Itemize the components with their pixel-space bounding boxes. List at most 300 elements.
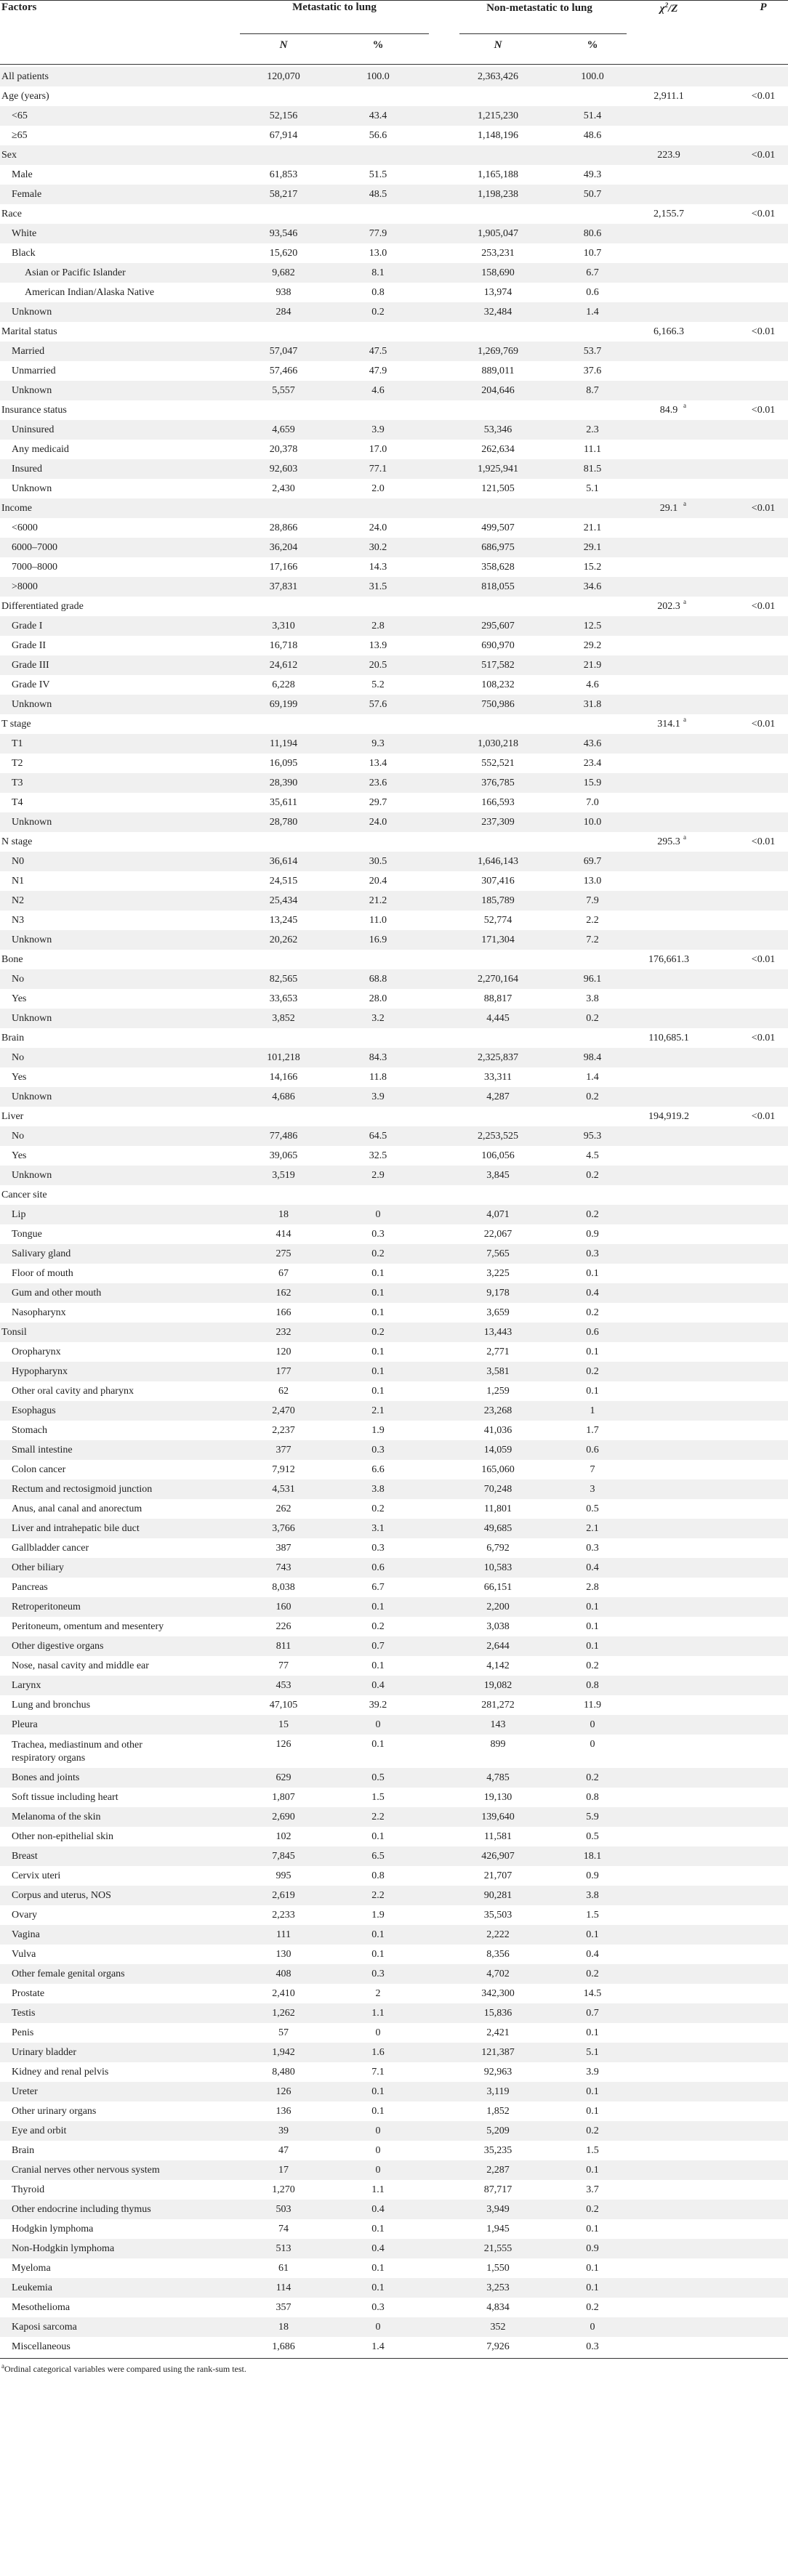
row-label: Married <box>12 346 45 357</box>
chi-value: 314.1 <box>657 719 680 730</box>
metastatic-n: 166 <box>276 1307 292 1318</box>
table-row <box>0 224 788 243</box>
metastatic-pct: 0.5 <box>371 1772 385 1783</box>
row-label: <6000 <box>12 522 38 533</box>
metastatic-n: 2,690 <box>272 1812 295 1822</box>
row-label: Ovary <box>12 1910 37 1921</box>
row-label: Sex <box>1 150 17 161</box>
metastatic-pct: 6.6 <box>371 1464 385 1475</box>
metastatic-pct: 0.3 <box>371 1969 385 1979</box>
metastatic-n: 7,845 <box>272 1851 295 1862</box>
table-row <box>0 1362 788 1381</box>
metastatic-n: 3,519 <box>272 1170 295 1181</box>
row-label: Other biliary <box>12 1562 64 1573</box>
metastatic-pct: 1.6 <box>371 2047 385 2058</box>
row-label: Penis <box>12 2027 34 2038</box>
non-metastatic-pct: 7 <box>590 1464 595 1475</box>
metastatic-pct: 7.1 <box>371 2067 385 2078</box>
row-label: Grade IV <box>12 679 50 690</box>
row-label: N0 <box>12 856 25 867</box>
row-label: All patients <box>1 71 49 82</box>
metastatic-pct: 1.1 <box>371 2184 385 2195</box>
chi-value: 2,155.7 <box>654 209 684 219</box>
metastatic-pct: 0.1 <box>371 1660 385 1671</box>
chi-superscript: a <box>683 833 686 841</box>
row-label: Cranial nerves other nervous system <box>12 2165 160 2176</box>
metastatic-pct: 2 <box>375 1988 381 1999</box>
non-metastatic-n: 10,583 <box>483 1562 512 1573</box>
row-label: Nose, nasal cavity and middle ear <box>12 1660 149 1671</box>
non-metastatic-pct: 0.5 <box>586 1503 599 1514</box>
chi-value: 84.9 <box>659 405 678 416</box>
metastatic-n: 28,866 <box>269 522 298 533</box>
non-metastatic-n: 13,974 <box>483 287 512 298</box>
metastatic-pct: 0.8 <box>371 1870 385 1881</box>
non-metastatic-pct: 0.9 <box>586 2243 599 2254</box>
table-row <box>0 1009 788 1028</box>
table-row <box>0 812 788 832</box>
non-metastatic-pct: 81.5 <box>583 464 602 475</box>
metastatic-n: 3,310 <box>272 621 295 631</box>
non-metastatic-pct: 0.1 <box>586 1268 599 1279</box>
metastatic-n: 1,807 <box>272 1792 295 1803</box>
table-row <box>0 243 788 263</box>
non-metastatic-n: 139,640 <box>481 1812 515 1822</box>
non-metastatic-pct: 7.9 <box>586 895 599 906</box>
metastatic-n: 77,486 <box>269 1131 298 1142</box>
table-row <box>0 106 788 126</box>
non-metastatic-n: 818,055 <box>481 581 515 592</box>
metastatic-pct: 20.4 <box>369 876 387 887</box>
non-metastatic-n: 1,269,769 <box>478 346 518 357</box>
non-metastatic-pct: 0.5 <box>586 1831 599 1842</box>
non-metastatic-n: 1,259 <box>486 1386 510 1397</box>
row-label: Unmarried <box>12 366 56 376</box>
metastatic-pct: 23.6 <box>369 778 387 788</box>
metastatic-n: 453 <box>276 1680 292 1691</box>
metastatic-n: 18 <box>278 2322 289 2333</box>
non-metastatic-n: 342,300 <box>481 1988 515 1999</box>
row-label <box>12 1739 142 1765</box>
non-metastatic-pct: 53.7 <box>583 346 602 357</box>
table-row <box>0 1886 788 1905</box>
non-metastatic-pct: 1.4 <box>586 1072 599 1083</box>
row-label: Pleura <box>12 1719 38 1730</box>
metastatic-n: 61,853 <box>269 169 298 180</box>
row-label: T3 <box>12 778 23 788</box>
metastatic-n: 39 <box>278 2125 289 2136</box>
table-row <box>0 2278 788 2298</box>
row-label: No <box>12 1131 25 1142</box>
non-metastatic-n: 2,363,426 <box>478 71 518 82</box>
non-metastatic-pct: 15.2 <box>583 562 602 573</box>
table-row <box>0 597 788 616</box>
non-metastatic-n: 889,011 <box>481 366 515 376</box>
non-metastatic-pct: 96.1 <box>583 974 602 985</box>
metastatic-pct: 0.2 <box>371 1503 385 1514</box>
table-row <box>0 145 788 165</box>
non-metastatic-pct: 0.2 <box>586 1307 599 1318</box>
row-label: T2 <box>12 758 23 769</box>
metastatic-pct: 0.3 <box>371 1445 385 1455</box>
table-row <box>0 989 788 1009</box>
table-row <box>0 2239 788 2258</box>
non-metastatic-n: 5,209 <box>486 2125 510 2136</box>
metastatic-n: 20,262 <box>269 934 298 945</box>
metastatic-n: 74 <box>278 2224 289 2234</box>
chi-value: 223.9 <box>657 150 680 161</box>
non-metastatic-pct: 0.1 <box>586 1386 599 1397</box>
table-row <box>0 361 788 381</box>
non-metastatic-pct: 0.1 <box>586 1602 599 1612</box>
non-metastatic-pct: 29.2 <box>583 640 602 651</box>
non-metastatic-pct: 0.1 <box>586 1929 599 1940</box>
row-label: Stomach <box>12 1425 47 1436</box>
metastatic-n: 102 <box>276 1831 292 1842</box>
non-metastatic-pct: 8.7 <box>586 385 599 396</box>
metastatic-pct: 0.1 <box>371 2263 385 2274</box>
metastatic-pct: 29.7 <box>369 797 387 808</box>
non-metastatic-pct: 0.4 <box>586 1949 599 1960</box>
non-metastatic-n: 1,905,047 <box>478 228 518 239</box>
metastatic-pct: 2.2 <box>371 1890 385 1901</box>
row-label: <65 <box>12 110 28 121</box>
table-row <box>0 1460 788 1479</box>
non-metastatic-pct: 0.2 <box>586 1013 599 1024</box>
metastatic-n: 15,620 <box>269 248 298 259</box>
metastatic-pct: 3.2 <box>371 1013 385 1024</box>
row-label: Insurance status <box>1 405 67 416</box>
non-metastatic-n: 552,521 <box>481 758 515 769</box>
row-label: Any medicaid <box>12 444 69 455</box>
metastatic-underline <box>240 33 429 34</box>
table-row <box>0 655 788 675</box>
metastatic-n: 938 <box>276 287 292 298</box>
table-row <box>0 126 788 145</box>
table-row <box>0 2160 788 2180</box>
p-value: <0.01 <box>751 1033 776 1043</box>
row-label: Urinary bladder <box>12 2047 77 2058</box>
non-metastatic-pct: 21.9 <box>583 660 602 671</box>
table-row <box>0 616 788 636</box>
metastatic-pct: 28.0 <box>369 993 387 1004</box>
row-label: Small intestine <box>12 1445 73 1455</box>
table-row <box>0 1866 788 1886</box>
row-label: Liver and intrahepatic bile duct <box>12 1523 140 1534</box>
metastatic-pct: 64.5 <box>369 1131 387 1142</box>
table-row <box>0 518 788 538</box>
non-metastatic-n: 358,628 <box>481 562 515 573</box>
chi-suffix: /Z <box>668 3 678 15</box>
table-row <box>0 1342 788 1362</box>
table-row <box>0 1984 788 2003</box>
non-metastatic-pct: 7.0 <box>586 797 599 808</box>
non-metastatic-pct: 0 <box>590 2322 595 2333</box>
non-metastatic-pct: 3.7 <box>586 2184 599 2195</box>
table-row <box>0 1538 788 1558</box>
non-metastatic-n: 121,387 <box>481 2047 515 2058</box>
non-metastatic-pct: 31.8 <box>583 699 602 710</box>
metastatic-pct: 0.4 <box>371 1680 385 1691</box>
metastatic-n: 20,378 <box>269 444 298 455</box>
table-row <box>0 1597 788 1617</box>
non-metastatic-n: 295,607 <box>481 621 515 631</box>
metastatic-pct: 0.1 <box>371 1602 385 1612</box>
table-row <box>0 2180 788 2200</box>
row-label: Other endocrine including thymus <box>12 2204 151 2215</box>
metastatic-pct: 9.3 <box>371 738 385 749</box>
non-metastatic-pct: 1.5 <box>586 1910 599 1921</box>
row-label: Differentiated grade <box>1 601 84 612</box>
non-metastatic-n: 35,235 <box>483 2145 512 2156</box>
non-metastatic-n: 4,785 <box>486 1772 510 1783</box>
chi-value: 295.3 <box>657 836 680 847</box>
metastatic-n: 1,270 <box>272 2184 295 2195</box>
non-metastatic-n: 1,198,238 <box>478 189 518 200</box>
metastatic-pct: 2.9 <box>371 1170 385 1181</box>
table-row <box>0 1905 788 1925</box>
non-metastatic-n: 1,550 <box>486 2263 510 2274</box>
table-row <box>0 381 788 400</box>
non-metastatic-pct: 37.6 <box>583 366 602 376</box>
row-label: Rectum and rectosigmoid junction <box>12 1484 153 1495</box>
non-metastatic-pct: 1.7 <box>586 1425 599 1436</box>
metastatic-n: 162 <box>276 1288 292 1299</box>
non-metastatic-n: 499,507 <box>481 522 515 533</box>
row-label: Anus, anal canal and anorectum <box>12 1503 142 1514</box>
metastatic-pct: 1.1 <box>371 2008 385 2019</box>
row-label: Pancreas <box>12 1582 48 1593</box>
table-row <box>0 204 788 224</box>
row-label: Lung and bronchus <box>12 1700 91 1711</box>
metastatic-n: 2,237 <box>272 1425 295 1436</box>
metastatic-n: 2,233 <box>272 1910 295 1921</box>
p-value: <0.01 <box>751 91 776 102</box>
metastatic-n: 57,047 <box>269 346 298 357</box>
table-row <box>0 1768 788 1788</box>
non-metastatic-pct: 50.7 <box>583 189 602 200</box>
non-metastatic-n: 352 <box>490 2322 506 2333</box>
non-metastatic-n: 185,789 <box>481 895 515 906</box>
metastatic-pct: 0.1 <box>371 1366 385 1377</box>
metastatic-n: 61 <box>278 2263 289 2274</box>
non-metastatic-pct: 1.4 <box>586 307 599 318</box>
non-metastatic-n: 6,792 <box>486 1543 510 1554</box>
table-row <box>0 2003 788 2023</box>
chi-value: 202.3 <box>657 601 680 612</box>
metastatic-n: 2,619 <box>272 1890 295 1901</box>
chi-value: 110,685.1 <box>648 1033 689 1043</box>
table-row <box>0 1695 788 1715</box>
metastatic-pct: 2.0 <box>371 483 385 494</box>
row-label: Yes <box>12 1150 27 1161</box>
row-label: Breast <box>12 1851 38 1862</box>
metastatic-pct: 5.2 <box>371 679 385 690</box>
metastatic-n: 4,686 <box>272 1091 295 1102</box>
metastatic-pct: 0 <box>375 2125 381 2136</box>
row-label: Nasopharynx <box>12 1307 66 1318</box>
metastatic-n: 743 <box>276 1562 292 1573</box>
metastatic-pct: 0.1 <box>371 1268 385 1279</box>
non-metastatic-n: 11,581 <box>484 1831 512 1842</box>
metastatic-pct: 0.1 <box>371 1831 385 1842</box>
p-value: <0.01 <box>751 150 776 161</box>
row-label: Female <box>12 189 42 200</box>
footnote-text: Ordinal categorical variables were compared using the rank-sum test. <box>4 2364 246 2374</box>
row-label: Yes <box>12 1072 27 1083</box>
non-metastatic-n: 281,272 <box>481 1700 515 1711</box>
non-metastatic-pct: 0.8 <box>586 1680 599 1691</box>
table-row <box>0 283 788 302</box>
non-metastatic-n: 2,200 <box>486 1602 510 1612</box>
metastatic-pct: 21.2 <box>369 895 387 906</box>
non-metastatic-n: 33,311 <box>484 1072 512 1083</box>
metastatic-pct: 3.8 <box>371 1484 385 1495</box>
table-row <box>0 440 788 459</box>
row-label: American Indian/Alaska Native <box>25 287 155 298</box>
chi-superscript: a <box>683 500 686 507</box>
row-label: Grade II <box>12 640 47 651</box>
table-row <box>0 950 788 969</box>
non-metastatic-n: 2,253,525 <box>478 1131 518 1142</box>
non-metastatic-pct: 3.8 <box>586 1890 599 1901</box>
non-metastatic-n: 2,771 <box>486 1346 510 1357</box>
row-label: Leukemia <box>12 2282 52 2293</box>
non-metastatic-pct: 23.4 <box>583 758 602 769</box>
metastatic-n: 111 <box>276 1929 291 1940</box>
table-row <box>0 1126 788 1146</box>
metastatic-pct: 1.5 <box>371 1792 385 1803</box>
metastatic-pct: 43.4 <box>369 110 387 121</box>
table-row <box>0 1421 788 1440</box>
non-metastatic-pct: 5.1 <box>586 483 599 494</box>
non-metastatic-pct: 2.8 <box>586 1582 599 1593</box>
metastatic-pct: 20.5 <box>369 660 387 671</box>
metastatic-pct: 0.1 <box>371 1346 385 1357</box>
row-label: Testis <box>12 2008 36 2019</box>
non-metastatic-pct: 0.1 <box>586 2263 599 2274</box>
row-label: >8000 <box>12 581 38 592</box>
non-metastatic-pct: 0.2 <box>586 1091 599 1102</box>
metastatic-pct: 2.2 <box>371 1812 385 1822</box>
table-row <box>0 1185 788 1205</box>
table-row <box>0 911 788 930</box>
metastatic-n: 1,262 <box>272 2008 295 2019</box>
non-metastatic-n: 90,281 <box>483 1890 512 1901</box>
row-label: Esophagus <box>12 1405 56 1416</box>
metastatic-n: 160 <box>276 1602 292 1612</box>
table-row <box>0 2141 788 2160</box>
non-metastatic-n: 52,774 <box>483 915 512 926</box>
table-row <box>0 1205 788 1224</box>
metastatic-pct: 1.4 <box>371 2341 385 2352</box>
metastatic-pct: 6.7 <box>371 1582 385 1593</box>
metastatic-pct: 77.1 <box>369 464 387 475</box>
metastatic-pct: 14.3 <box>369 562 387 573</box>
metastatic-n: 5,557 <box>272 385 295 396</box>
metastatic-pct: 11.8 <box>369 1072 387 1083</box>
non-metastatic-n: 87,717 <box>483 2184 512 2195</box>
non-metastatic-pct: 0.2 <box>586 1969 599 1979</box>
metastatic-n: 24,612 <box>269 660 298 671</box>
table-row <box>0 185 788 204</box>
non-metastatic-pct: 7.2 <box>586 934 599 945</box>
metastatic-pct: 0.1 <box>371 2224 385 2234</box>
metastatic-pct: 4.6 <box>371 385 385 396</box>
row-label: Retroperitoneum <box>12 1602 81 1612</box>
metastatic-n: 13,245 <box>269 915 298 926</box>
non-metastatic-pct: 1 <box>590 1405 595 1416</box>
row-label: Other urinary organs <box>12 2106 97 2117</box>
non-metastatic-n: 4,834 <box>486 2302 510 2313</box>
metastatic-pct: 2.1 <box>371 1405 385 1416</box>
non-metastatic-n: 3,659 <box>486 1307 510 1318</box>
metastatic-n: 4,659 <box>272 424 295 435</box>
non-metastatic-n: 4,702 <box>486 1969 510 1979</box>
metastatic-n: 35,611 <box>270 797 297 808</box>
header-nm-pct: % <box>587 39 598 51</box>
row-label: Race <box>1 209 22 219</box>
table-row <box>0 793 788 812</box>
row-label: Insured <box>12 464 42 475</box>
table-row <box>0 636 788 655</box>
table-row <box>0 538 788 557</box>
non-metastatic-n: 53,346 <box>483 424 512 435</box>
row-label: Unknown <box>12 1170 52 1181</box>
metastatic-n: 92,603 <box>269 464 298 475</box>
non-metastatic-pct: 0.3 <box>586 1248 599 1259</box>
non-metastatic-pct: 12.5 <box>583 621 602 631</box>
table-row <box>0 1479 788 1499</box>
row-label: Other oral cavity and pharynx <box>12 1386 134 1397</box>
metastatic-pct: 84.3 <box>369 1052 387 1063</box>
row-label: T stage <box>1 719 31 730</box>
table-row <box>0 1048 788 1067</box>
non-metastatic-pct: 3.8 <box>586 993 599 1004</box>
metastatic-pct: 0.2 <box>371 1248 385 1259</box>
header-chi <box>640 1 698 15</box>
metastatic-pct: 0.2 <box>371 1621 385 1632</box>
non-metastatic-pct: 0.2 <box>586 1772 599 1783</box>
non-metastatic-n: 1,646,143 <box>478 856 518 867</box>
metastatic-pct: 47.5 <box>369 346 387 357</box>
metastatic-pct: 0.7 <box>371 1641 385 1652</box>
non-metastatic-pct: 100.0 <box>581 71 604 82</box>
table-row <box>0 1827 788 1846</box>
metastatic-n: 25,434 <box>269 895 298 906</box>
metastatic-pct: 0.2 <box>371 307 385 318</box>
table-row <box>0 86 788 106</box>
non-metastatic-n: 11,801 <box>484 1503 512 1514</box>
metastatic-n: 47 <box>278 2145 289 2156</box>
table-row <box>0 891 788 911</box>
non-metastatic-pct: 0.6 <box>586 1327 599 1338</box>
table-row <box>0 479 788 498</box>
non-metastatic-pct: 0.1 <box>586 2224 599 2234</box>
non-metastatic-n: 1,925,941 <box>478 464 518 475</box>
table-row <box>0 675 788 695</box>
non-metastatic-pct: 34.6 <box>583 581 602 592</box>
non-metastatic-pct: 5.1 <box>586 2047 599 2058</box>
metastatic-n: 995 <box>276 1870 292 1881</box>
non-metastatic-n: 1,030,218 <box>478 738 518 749</box>
row-label: N1 <box>12 876 25 887</box>
table-row <box>0 2101 788 2121</box>
metastatic-n: 357 <box>276 2302 292 2313</box>
table-row <box>0 754 788 773</box>
non-metastatic-n: 3,253 <box>486 2282 510 2293</box>
non-metastatic-pct: 21.1 <box>583 522 602 533</box>
